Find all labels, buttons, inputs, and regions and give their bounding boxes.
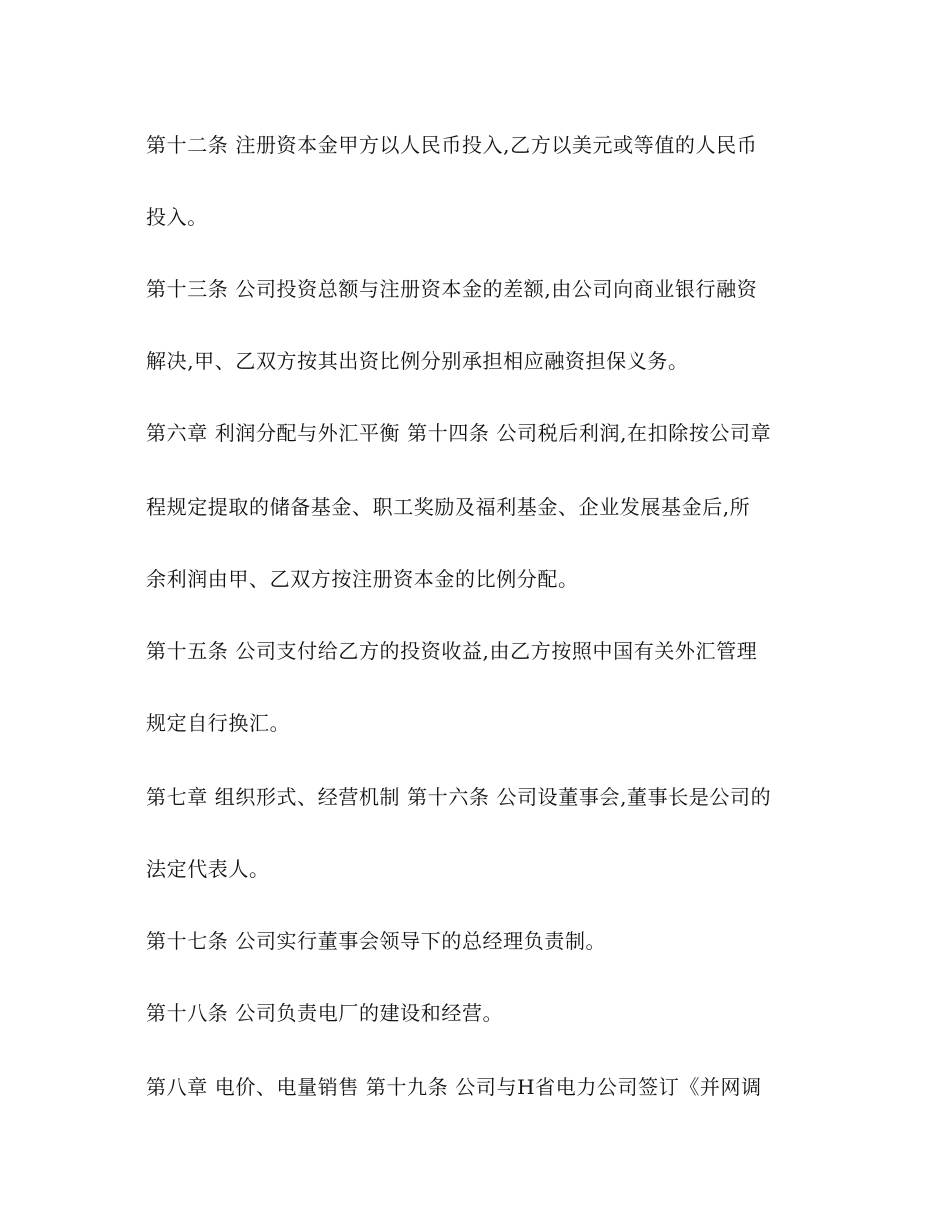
- text-line: 第十七条 公司实行董事会领导下的总经理负责制。: [146, 929, 607, 953]
- text-line: 第十五条 公司支付给乙方的投资收益,由乙方按照中国有关外汇管理: [146, 639, 758, 663]
- text-line: 程规定提取的储备基金、职工奖励及福利基金、企业发展基金后,所: [146, 495, 751, 519]
- text-line: 规定自行换汇。: [146, 711, 291, 735]
- text-line: 投入。: [146, 205, 208, 229]
- text-line: 第十八条 公司负责电厂的建设和经营。: [146, 1001, 504, 1025]
- text-line: 第八章 电价、电量销售 第十九条 公司与H省电力公司签订《并网调: [146, 1075, 762, 1099]
- text-line: 解决,甲、乙双方按其出资比例分别承担相应融资担保义务。: [146, 349, 689, 373]
- text-line: 余利润由甲、乙双方按注册资本金的比例分配。: [146, 567, 579, 591]
- text-line: 法定代表人。: [146, 857, 270, 881]
- text-line: 第七章 组织形式、经营机制 第十六条 公司设董事会,董事长是公司的: [146, 785, 772, 809]
- text-line: 第十三条 公司投资总额与注册资本金的差额,由公司向商业银行融资: [146, 277, 758, 301]
- text-line: 第六章 利润分配与外汇平衡 第十四条 公司税后利润,在扣除按公司章: [146, 421, 772, 445]
- text-line: 第十二条 注册资本金甲方以人民币投入,乙方以美元或等值的人民币: [146, 133, 758, 157]
